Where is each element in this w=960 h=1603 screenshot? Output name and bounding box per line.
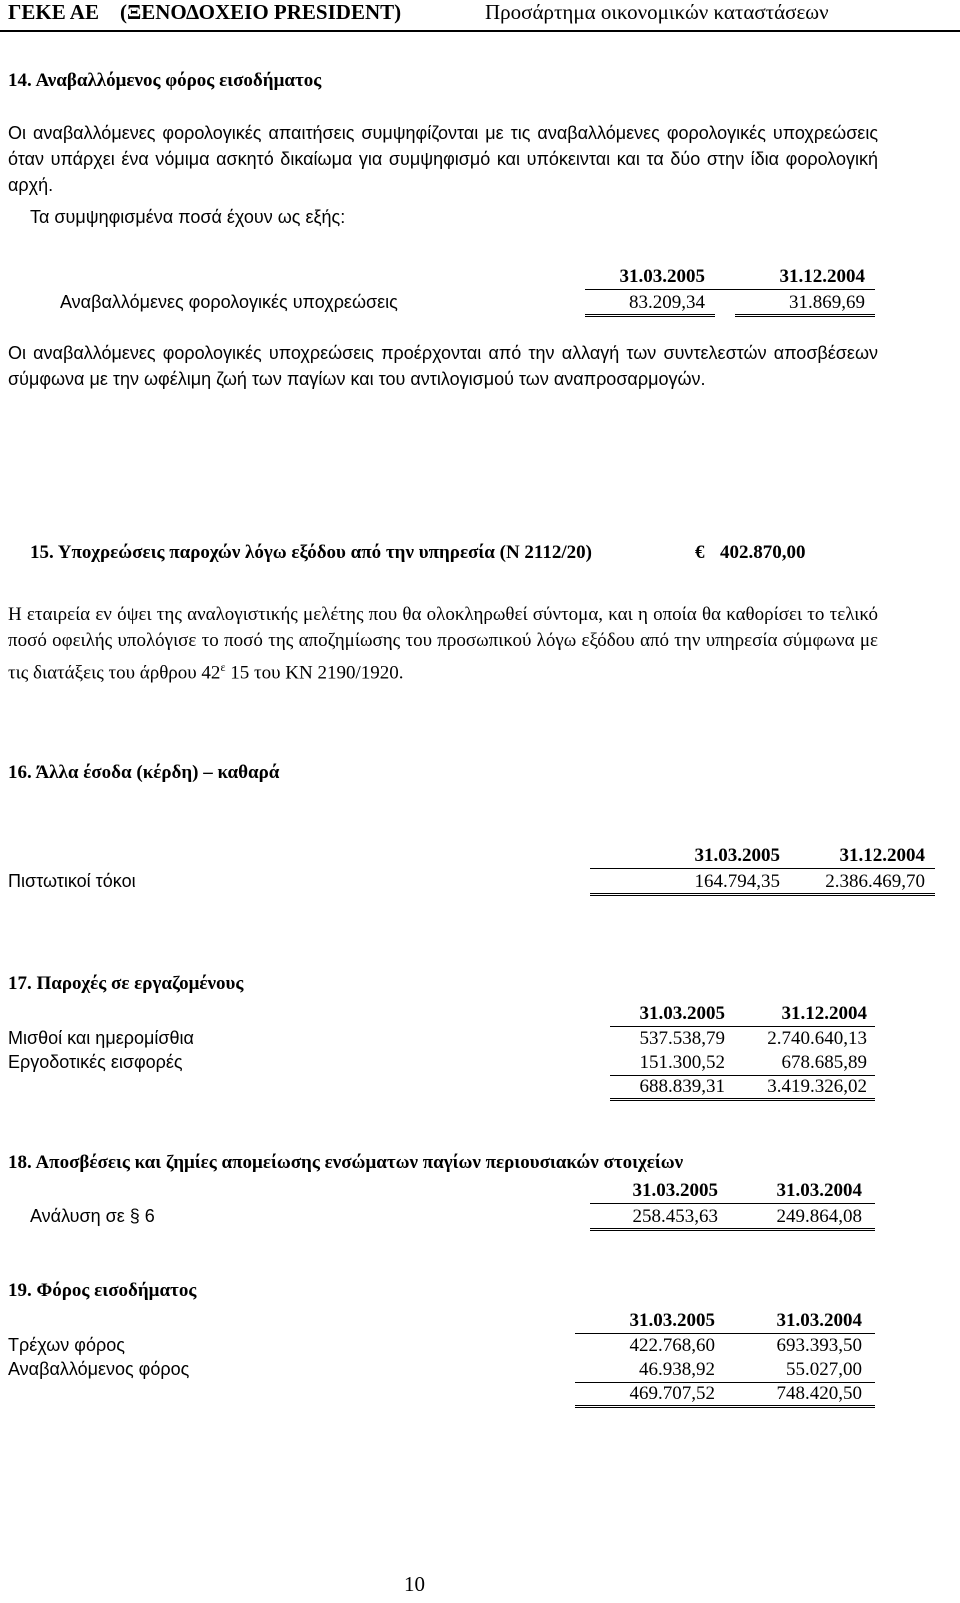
s19-col-2005: 31.03.2005 <box>629 1310 715 1331</box>
s14-col-2005: 31.03.2005 <box>619 266 705 287</box>
s17-col-2005: 31.03.2005 <box>639 1003 725 1024</box>
s18-row-value-2004: 249.864,08 <box>776 1206 862 1227</box>
s17-row-value-2004: 678.685,89 <box>781 1052 867 1073</box>
s18-header-rule <box>590 1203 875 1204</box>
s17-total-2004: 3.419.326,02 <box>767 1076 867 1097</box>
s19-col-2004: 31.03.2004 <box>776 1310 862 1331</box>
s16-row-label: Πιστωτικοί τόκοι <box>8 871 136 891</box>
s17-row-value-2004: 2.740.640,13 <box>767 1028 867 1049</box>
section-15-superscript: ε <box>220 660 226 674</box>
euro-sign: € <box>695 542 705 563</box>
s17-row-label: Μισθοί και ημερομίσθια <box>8 1028 194 1048</box>
s19-row-label: Τρέχων φόρος <box>8 1335 125 1355</box>
page-header <box>0 0 960 30</box>
document-title: Προσάρτημα οικονομικών καταστάσεων <box>485 0 829 24</box>
s14-total-rule-2 <box>735 314 875 317</box>
s17-total-2005: 688.839,31 <box>639 1076 725 1097</box>
s17-header-rule <box>610 1026 875 1027</box>
section-15-text-b: 15 του ΚΝ 2190/1920. <box>225 662 404 684</box>
s14-row-label: Αναβαλλόμενες φορολογικές υποχρεώσεις <box>60 292 398 312</box>
s14-header-rule <box>585 289 875 290</box>
s18-row-value-2005: 258.453,63 <box>632 1206 718 1227</box>
s16-col-2005: 31.03.2005 <box>694 845 780 866</box>
s16-total-rule <box>590 893 935 896</box>
header-divider <box>0 30 960 32</box>
section-14-title: 14. Αναβαλλόμενος φόρος εισοδήματος <box>8 70 322 91</box>
s18-col-2004: 31.03.2004 <box>776 1180 862 1201</box>
section-14-paragraph-2: Τα συμψηφισμένα ποσά έχουν ως εξής: <box>30 207 346 227</box>
s14-col-2004: 31.12.2004 <box>779 266 865 287</box>
section-16-title: 16. Άλλα έσοδα (κέρδη) – καθαρά <box>8 762 280 783</box>
s19-total-2004: 748.420,50 <box>776 1383 862 1404</box>
company-name: ΓΕΚΕ ΑΕ <box>8 0 99 24</box>
s19-row-value-2005: 422.768,60 <box>629 1335 715 1356</box>
s16-col-2004: 31.12.2004 <box>839 845 925 866</box>
section-17-title: 17. Παροχές σε εργαζομένους <box>8 973 244 994</box>
section-14-paragraph-1: Οι αναβαλλόμενες φορολογικές απαιτήσεις συμψηφίζονται με τις αναβαλλόμενες φορολογικές υποχρεώσεις όταν υπάρχει ένα νόμιμα ασκητό δικαίωμα για συμψηφισμό και υπόκεινται και τα δύο στην ίδια φορολογική αρχή. <box>8 123 878 195</box>
s17-row-value-2005: 537.538,79 <box>639 1028 725 1049</box>
section-15-amount: 402.870,00 <box>720 542 806 563</box>
s17-col-2004: 31.12.2004 <box>781 1003 867 1024</box>
section-19-title: 19. Φόρος εισοδήματος <box>8 1280 197 1301</box>
s17-total-rule <box>610 1098 875 1101</box>
page-number: 10 <box>404 1572 425 1596</box>
s19-total-rule <box>575 1405 875 1408</box>
s18-total-rule <box>590 1228 875 1231</box>
s17-row-label: Εργοδοτικές εισφορές <box>8 1052 183 1072</box>
hotel-name: (ΞΕΝΟΔΟΧΕΙΟ PRESIDENT) <box>120 0 402 24</box>
s16-header-rule <box>590 868 935 869</box>
section-15-paragraph <box>8 602 878 686</box>
s14-total-rule-1 <box>585 314 715 317</box>
section-15-text-a: Η εταιρεία εν όψει της αναλογιστικής μελέτης που θα ολοκληρωθεί σύντομα, και η οποία θα καθορίσει το τελικό ποσό οφειλής υπολόγισε το ποσό της αποζημίωσης του προσωπικού λόγω εξόδου από την υπηρεσία σύμφωνα με τις διατάξεις του άρθρου 42 <box>8 604 878 684</box>
s14-row-value-2004: 31.869,69 <box>789 292 865 313</box>
s18-col-2005: 31.03.2005 <box>632 1180 718 1201</box>
s14-row-value-2005: 83.209,34 <box>629 292 705 313</box>
s16-row-value-2005: 164.794,35 <box>694 871 780 892</box>
s19-total-2005: 469.707,52 <box>629 1383 715 1404</box>
s19-header-rule <box>575 1333 875 1334</box>
s18-row-label: Ανάλυση σε § 6 <box>30 1206 155 1226</box>
s19-row-value-2004: 693.393,50 <box>776 1335 862 1356</box>
s19-row-value-2004: 55.027,00 <box>786 1359 862 1380</box>
section-15-title: 15. Υποχρεώσεις παροχών λόγω εξόδου από την υπηρεσία (Ν 2112/20) <box>30 542 592 563</box>
section-18-title: 18. Αποσβέσεις και ζημίες απομείωσης ενσώματων παγίων περιουσιακών στοιχείων <box>8 1152 684 1173</box>
s16-row-value-2004: 2.386.469,70 <box>825 871 925 892</box>
s19-row-value-2005: 46.938,92 <box>639 1359 715 1380</box>
s17-row-value-2005: 151.300,52 <box>639 1052 725 1073</box>
s19-row-label: Αναβαλλόμενος φόρος <box>8 1359 190 1379</box>
section-14-paragraph-3: Οι αναβαλλόμενες φορολογικές υποχρεώσεις προέρχονται από την αλλαγή των συντελεστών αποσβέσεων σύμφωνα με την ωφέλιμη ζωή των παγίων και του αντιλογισμού των αναπροσαρμογών. <box>8 343 878 389</box>
